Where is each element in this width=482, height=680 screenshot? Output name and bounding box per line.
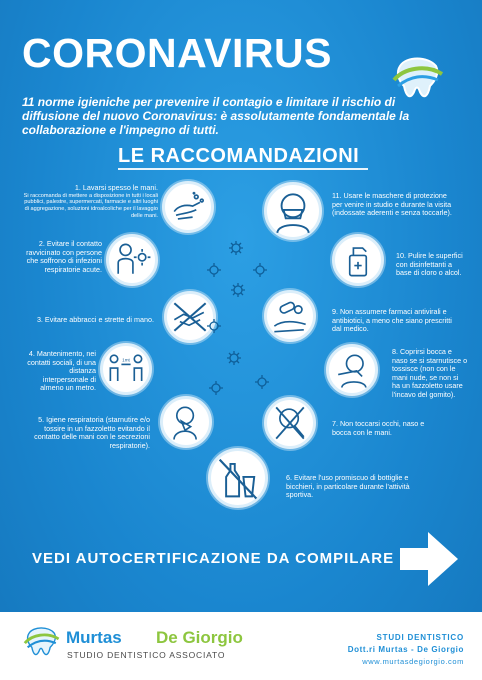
arrow-right-icon[interactable] — [398, 528, 460, 590]
disinfectant-spray-icon — [332, 234, 384, 286]
face-touch-icon — [264, 397, 316, 449]
rule-5-text: 5. Igiene respiratoria (starnutire e/o tossire in un fazzoletto evitando il contatto delle mani con le secrezioni respiratorie). — [34, 415, 150, 450]
tooth-logo-icon — [22, 622, 60, 660]
rule-4-text: 4. Mantenimento, nei contatti sociali, di una distanza interpersonale di almeno un metro. — [27, 349, 96, 393]
studi-label: STUDI DENTISTICO — [376, 633, 464, 642]
brand-degiorgio: De Giorgio — [156, 628, 243, 647]
section-title: LE RACCOMANDAZIONI — [118, 145, 360, 167]
brand-subtitle: STUDIO DENTISTICO ASSOCIATO — [67, 650, 226, 660]
rule-1-text — [20, 184, 158, 220]
cough-tissue-icon — [160, 396, 212, 448]
rule-9-text: 9. Non assumere farmaci antivirali e antibiotici, a meno che siano prescritti dal medico. — [332, 307, 452, 334]
autocertificazione-link[interactable]: VEDI AUTOCERTIFICAZIONE DA COMPILARE — [32, 550, 395, 567]
virus-icon — [208, 380, 224, 396]
sick-person-icon — [106, 234, 158, 286]
rule-1-title: 1. Lavarsi spesso le mani. — [74, 183, 158, 192]
brand-murtas: Murtas — [66, 628, 122, 647]
virus-icon — [230, 282, 246, 298]
page-title: CORONAVIRUS — [22, 30, 332, 76]
bottle-icon — [208, 448, 268, 508]
website-link[interactable]: www.murtasdegiorgio.com — [362, 657, 464, 666]
intro-text: 11 norme igieniche per prevenire il contagio e limitare il rischio di diffusione del nuovo Coronavirus: è assolutamente fondamentale la collaborazione e l'impegno di tutti. — [22, 95, 410, 137]
handshake-icon — [164, 291, 216, 343]
virus-icon — [206, 318, 222, 334]
rule-3-text: 3. Evitare abbracci e strette di mano. — [36, 315, 154, 324]
rule-6-text: 6. Evitare l'uso promiscuo di bottiglie e bicchieri, in particolare durante l'attività sportiva. — [286, 473, 410, 500]
rule-7-text: 7. Non toccarsi occhi, naso e bocca con le mani. — [332, 419, 425, 437]
rule-2-text: 2. Evitare il contatto ravvicinato con persone che soffrono di infezioni respiratorie acute. — [26, 239, 102, 274]
rule-10-text: 10. Pulire le superfici con disinfettanti a base di cloro o alcol. — [396, 251, 463, 278]
rule-11-text: 11. Usare le maschere di protezione per venire in studio e durante la visita (indossate aderenti e senza toccarle). — [332, 191, 452, 218]
pills-icon — [264, 290, 316, 342]
virus-icon — [206, 262, 222, 278]
virus-icon — [254, 374, 270, 390]
rule-1-detail: Si raccomanda di mettere a disposizione in tutti i locali pubblici, palestre, supermercati, farmacie e altri luoghi di aggregazione, soluzioni idroalcoliche per il lavaggio delle mani. — [23, 192, 158, 219]
doctors-label: Dott.ri Murtas - De Giorgio — [347, 645, 464, 654]
face-mask-icon — [264, 182, 322, 240]
social-distance-icon — [100, 343, 152, 395]
hand-washing-icon — [162, 181, 214, 233]
section-underline — [118, 168, 368, 170]
distance-label: 1mt — [122, 357, 130, 363]
virus-icon — [228, 240, 244, 256]
virus-icon — [252, 262, 268, 278]
virus-icon — [226, 350, 242, 366]
sneeze-elbow-icon — [326, 344, 378, 396]
rule-8-text: 8. Coprirsi bocca e naso se si starnutisce o tossisce (non con le mani nude, se non si ha un fazzoletto usare l'incavo del gomito). — [392, 347, 468, 399]
